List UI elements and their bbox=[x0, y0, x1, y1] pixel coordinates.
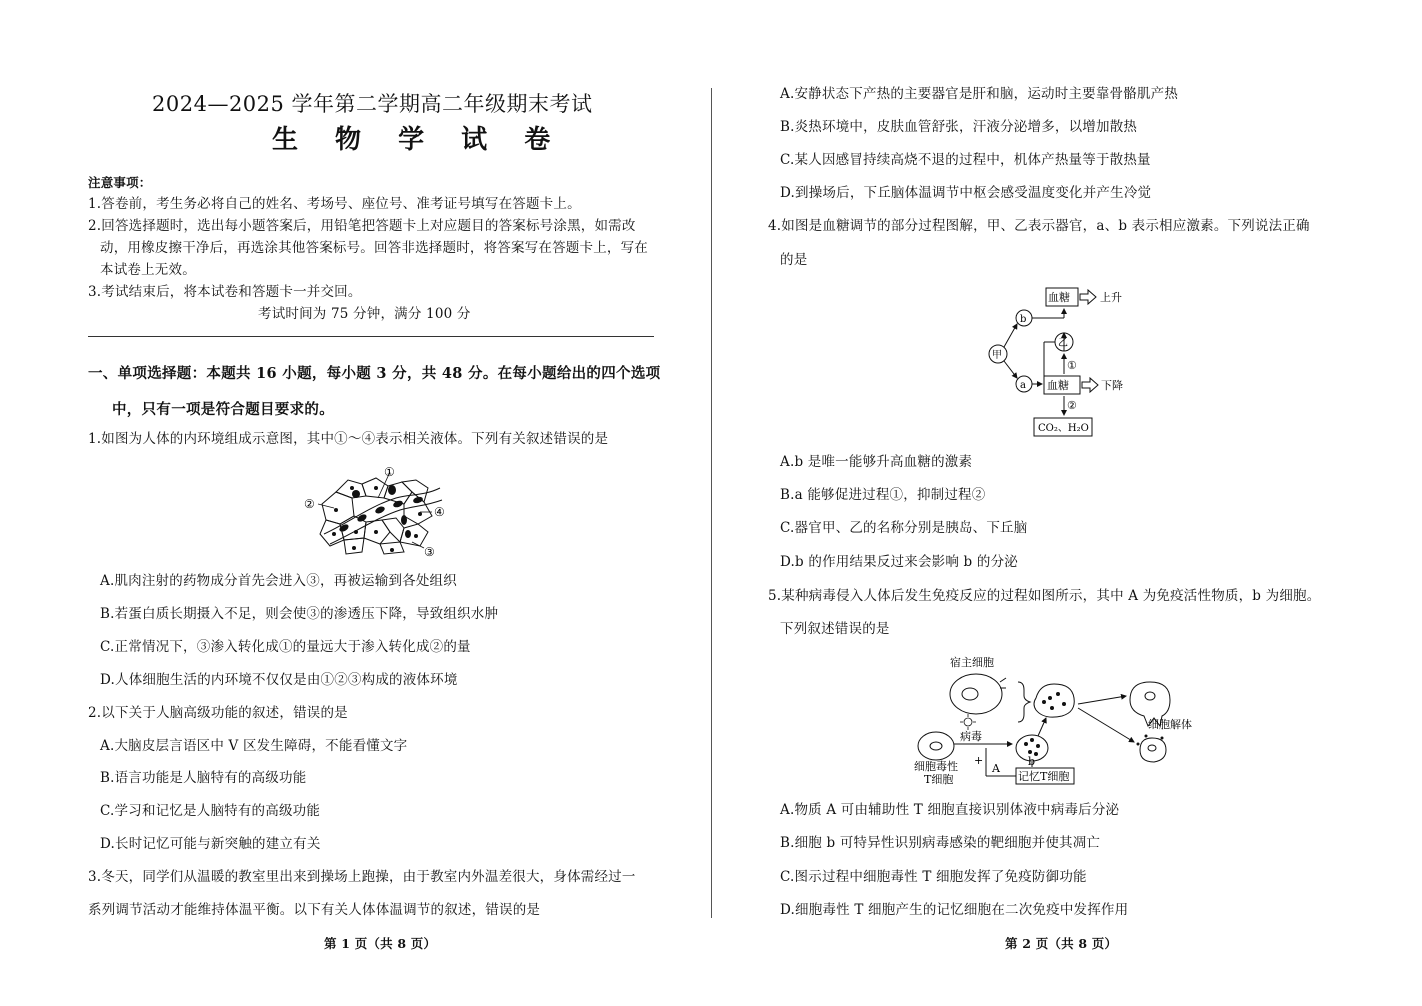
page-separator bbox=[711, 88, 712, 918]
lysis-label: 细胞解体 bbox=[1148, 718, 1192, 731]
q4-stem: 4.如图是血糖调节的部分过程图解，甲、乙表示器官，a、b 表示相应激素。下列说法正确 bbox=[768, 218, 1310, 234]
host-cell-label: 宿主细胞 bbox=[950, 656, 994, 669]
q2-option-b: B.语言功能是人脑特有的高级功能 bbox=[100, 770, 307, 786]
plus-label: + bbox=[974, 754, 984, 767]
q5-option-a: A.物质 A 可由辅助性 T 细胞直接识别体液中病毒后分泌 bbox=[780, 802, 1120, 818]
q1-stem: 1.如图为人体的内环境组成示意图，其中①～④表示相关液体。下列有关叙述错误的是 bbox=[88, 431, 609, 447]
q5-option-c: C.图示过程中细胞毒性 T 细胞发挥了免疫防御功能 bbox=[780, 869, 1087, 885]
fall-label: 下降 bbox=[1101, 379, 1123, 392]
fig-label: ① bbox=[384, 465, 395, 479]
q4-option-a: A.b 是唯一能够升高血糖的激素 bbox=[780, 454, 973, 470]
q5-stem-cont: 下列叙述错误的是 bbox=[780, 621, 890, 637]
q3-option-a: A.安静状态下产热的主要器官是肝和脑，运动时主要靠骨骼肌产热 bbox=[780, 86, 1179, 102]
q5-stem: 5.某种病毒侵入人体后发生免疫反应的过程如图所示，其中 A 为免疫活性物质，b 为细胞。 bbox=[768, 588, 1321, 604]
q2-option-d: D.长时记忆可能与新突触的建立有关 bbox=[100, 836, 321, 852]
time-note: 考试时间为 75 分钟，满分 100 分 bbox=[258, 306, 471, 322]
q4-figure bbox=[980, 284, 1140, 440]
page-footer-right: 第 2 页（共 8 页） bbox=[1005, 936, 1118, 951]
q5-option-d: D.细胞毒性 T 细胞产生的记忆细胞在二次免疫中发挥作用 bbox=[780, 902, 1129, 918]
fig-label: ② bbox=[304, 497, 315, 511]
q1-option-a: A.肌肉注射的药物成分首先会进入③，再被运输到各处组织 bbox=[100, 573, 457, 589]
memory-label: 记忆T细胞 bbox=[1018, 770, 1070, 783]
q1-option-c: C.正常情况下，③渗入转化成①的量远大于渗入转化成②的量 bbox=[100, 639, 471, 655]
q4-stem-cont: 的是 bbox=[780, 252, 808, 268]
q3-stem: 3.冬天，同学们从温暖的教室里出来到操场上跑操，由于教室内外温差很大，身体需经过一 bbox=[88, 869, 636, 885]
exam-subtitle: 生 物 学 试 卷 bbox=[272, 125, 565, 155]
q4-option-b: B.a 能够促进过程①，抑制过程② bbox=[780, 487, 986, 503]
q2-option-a: A.大脑皮层言语区中 V 区发生障碍，不能看懂文字 bbox=[100, 738, 408, 754]
exam-title: 2024—2025 学年第二学期高二年级期末考试 bbox=[152, 92, 593, 116]
q4-option-c: C.器官甲、乙的名称分别是胰岛、下丘脑 bbox=[780, 520, 1028, 536]
notice-item: 本试卷上无效。 bbox=[100, 262, 196, 278]
q5-figure bbox=[912, 652, 1212, 788]
q3-option-b: B.炎热环境中，皮肤血管舒张，汗液分泌增多，以增加散热 bbox=[780, 119, 1138, 135]
step2-label: ② bbox=[1067, 399, 1077, 412]
host-cell bbox=[950, 674, 1002, 714]
q2-stem: 2.以下关于人脑高级功能的叙述，错误的是 bbox=[88, 705, 348, 721]
products-label: CO₂、H₂O bbox=[1038, 423, 1089, 434]
hormone-b-label: b bbox=[1020, 314, 1027, 325]
notice-item: 1.答卷前，考生务必将自己的姓名、考场号、座位号、准考证号填写在答题卡上。 bbox=[88, 196, 581, 212]
ctl-label-1: 细胞毒性 bbox=[914, 760, 958, 773]
q1-figure bbox=[300, 462, 460, 560]
section-heading: 一、单项选择题：本题共 16 小题，每小题 3 分，共 48 分。在每小题给出的四个选项 bbox=[88, 365, 661, 382]
notice-item: 2.回答选择题时，选出每小题答案后，用铅笔把答题卡上对应题目的答案标号涂黑，如需改 bbox=[88, 218, 636, 234]
fig-label: ④ bbox=[434, 505, 445, 519]
virus-label: 病毒 bbox=[960, 730, 982, 743]
yi-label: 乙 bbox=[1058, 338, 1068, 349]
q4-option-d: D.b 的作用结果反过来会影响 b 的分泌 bbox=[780, 554, 1018, 570]
q3-option-d: D.到操场后，下丘脑体温调节中枢会感受温度变化并产生冷觉 bbox=[780, 185, 1152, 201]
q2-option-c: C.学习和记忆是人脑特有的高级功能 bbox=[100, 803, 321, 819]
notice-heading: 注意事项： bbox=[88, 175, 152, 190]
blood-sugar-label: 血糖 bbox=[1048, 291, 1070, 304]
notice-item: 3.考试结束后，将本试卷和答题卡一并交回。 bbox=[88, 284, 362, 300]
q1-option-b: B.若蛋白质长期摄入不足，则会使③的渗透压下降，导致组织水肿 bbox=[100, 606, 499, 622]
cell-b-label: b bbox=[1028, 755, 1036, 768]
q1-option-d: D.人体细胞生活的内环境不仅仅是由①②③构成的液体环境 bbox=[100, 672, 458, 688]
jia-label: 甲 bbox=[992, 350, 1002, 361]
notice-item: 动，用橡皮擦干净后，再选涂其他答案标号。回答非选择题时，将答案写在答题卡上，写在 bbox=[100, 240, 648, 256]
ctl-cell bbox=[918, 732, 954, 760]
blood-sugar-label: 血糖 bbox=[1047, 379, 1069, 392]
hormone-a-label: a bbox=[1020, 380, 1026, 391]
page-footer-left: 第 1 页（共 8 页） bbox=[324, 936, 437, 951]
ctl-label-2: T细胞 bbox=[924, 773, 954, 786]
section-heading-cont: 中，只有一项是符合题目要求的。 bbox=[112, 401, 334, 418]
rise-label: 上升 bbox=[1100, 291, 1122, 304]
q3-option-c: C.某人因感冒持续高烧不退的过程中，机体产热量等于散热量 bbox=[780, 152, 1151, 168]
step1-label: ① bbox=[1067, 359, 1077, 372]
q3-stem-cont: 系列调节活动才能维持体温平衡。以下有关人体体温调节的叙述，错误的是 bbox=[88, 902, 541, 918]
divider bbox=[88, 336, 654, 337]
q5-option-b: B.细胞 b 可特异性识别病毒感染的靶细胞并使其凋亡 bbox=[780, 835, 1101, 851]
substance-a-label: A bbox=[992, 762, 1000, 775]
fig-label: ③ bbox=[424, 545, 435, 559]
